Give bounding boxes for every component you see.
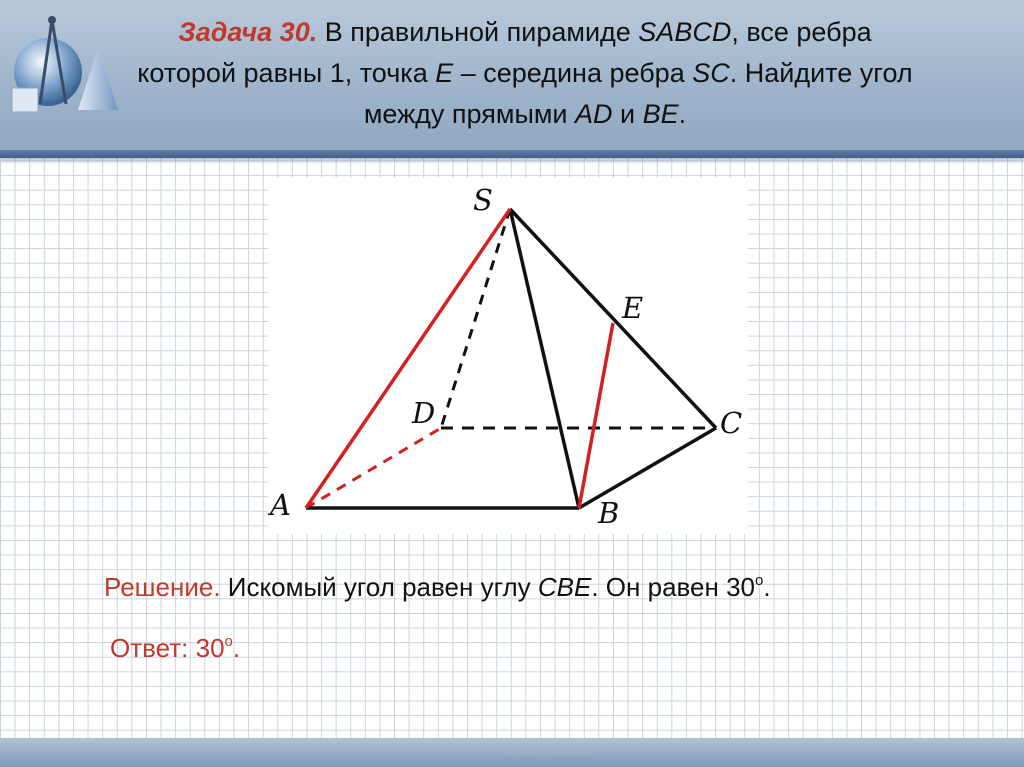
- edge-ad: [306, 428, 441, 508]
- solution-label: Решение.: [104, 572, 221, 602]
- solution-body: .: [763, 572, 771, 602]
- edge-name: SC: [692, 58, 730, 88]
- answer-text: [110, 633, 240, 664]
- vertex-label-a: A: [270, 488, 291, 522]
- pyramid-diagram: [268, 178, 748, 534]
- task-label: Задача 30.: [178, 17, 318, 47]
- solution-body: . Он равен 30: [591, 572, 756, 602]
- point-name: E: [435, 58, 454, 88]
- task-text: которой равны 1, точка: [137, 58, 436, 88]
- degree-mark: o: [755, 572, 764, 589]
- degree-mark: o: [224, 633, 233, 650]
- vertex-label-c: C: [720, 406, 743, 440]
- task-text: В правильной пирамиде: [317, 17, 639, 47]
- vertex-label-b: B: [598, 496, 620, 530]
- header-strip: [0, 150, 1024, 158]
- footer-url: http://alda.ucoz.ru: [505, 746, 593, 758]
- answer-label: Ответ: 30: [110, 633, 225, 663]
- pyramid-figure: [268, 178, 748, 534]
- edge-sa: [306, 209, 510, 508]
- vertex-label-e: E: [622, 291, 644, 325]
- solution-body: Искомый угол равен углу: [220, 572, 538, 602]
- edge-sb: [510, 209, 579, 508]
- task-text: – середина ребра: [453, 58, 693, 88]
- solution-text: [104, 572, 771, 603]
- segment-be: [579, 323, 613, 508]
- vertex-label-s: S: [473, 183, 493, 217]
- answer-end: .: [232, 633, 241, 663]
- task-text: .: [678, 99, 687, 129]
- edge-sd: [441, 209, 510, 428]
- task-text: , все ребра: [731, 17, 872, 47]
- slide-header: [0, 0, 1024, 158]
- vertex-label-d: D: [412, 396, 436, 430]
- task-statement: [60, 12, 990, 135]
- footer-bar: [0, 738, 1024, 767]
- edge-sc: [510, 209, 716, 428]
- line-name: AD: [575, 99, 613, 129]
- task-text: . Найдите угол: [729, 58, 913, 88]
- line-name: BE: [642, 99, 679, 129]
- task-text: и: [612, 99, 643, 129]
- task-text: между прямыми: [363, 99, 575, 129]
- pyramid-name: SABCD: [638, 17, 732, 47]
- angle-name: CBE: [537, 572, 592, 602]
